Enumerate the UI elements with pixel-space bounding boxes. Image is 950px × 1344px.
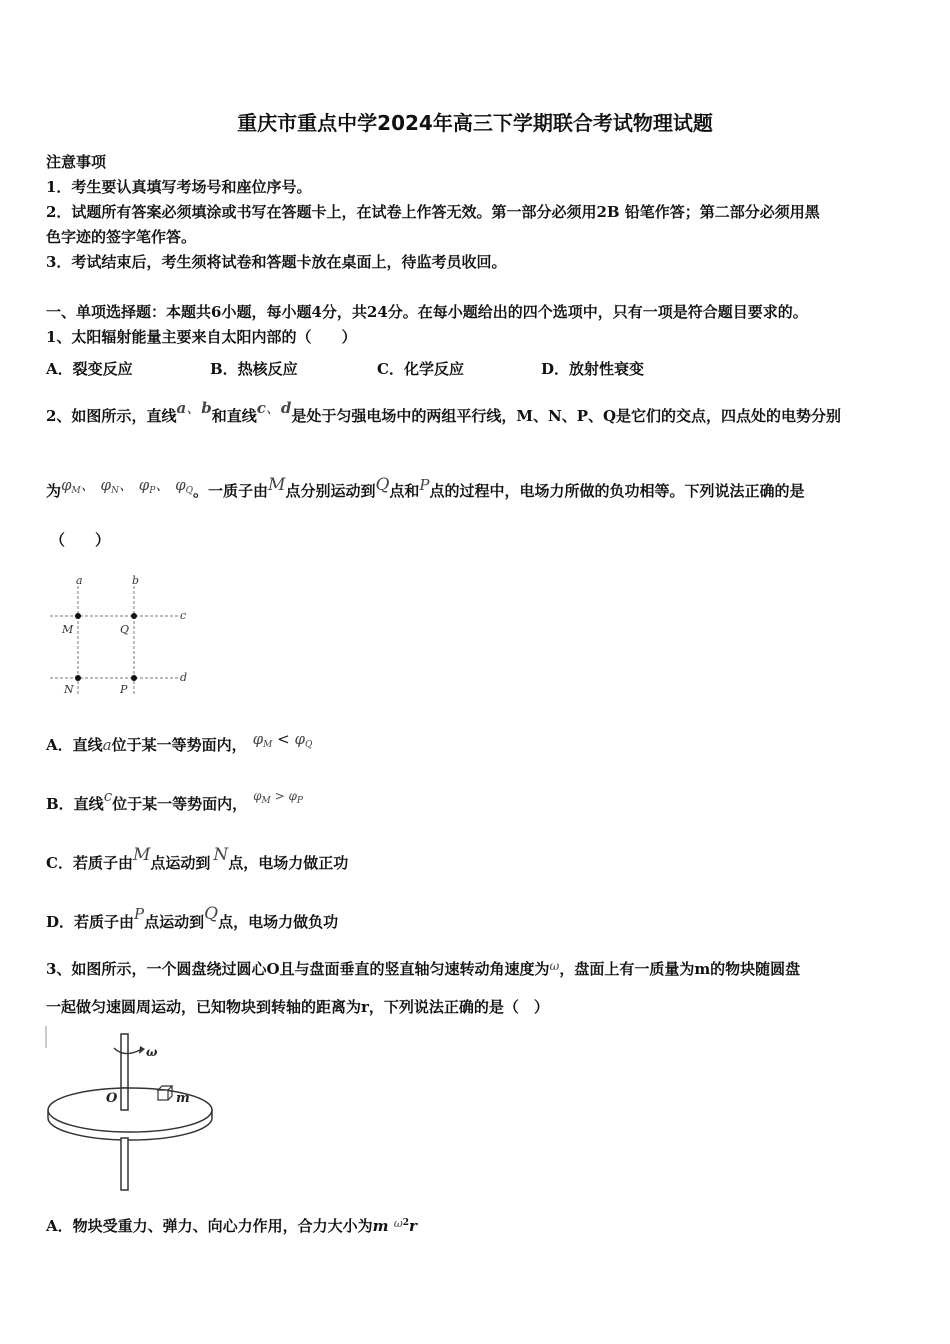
omega-label: ω [146, 1045, 158, 1059]
axle-top-segment [121, 1088, 128, 1110]
mass-block [158, 1090, 168, 1100]
q1-option-b: B．热核反应 [210, 360, 298, 378]
q1-stem: 1、太阳辐射能量主要来自太阳内部的（ ） [46, 328, 357, 346]
q2-option-a: A．直线a位于某一等势面内， $\varphi_M < \varphi_Q$ [46, 730, 313, 754]
label-q: Q [120, 623, 130, 636]
label-a: a [76, 574, 83, 587]
q2-option-b: B．直线c位于某一等势面内， $^{\varphi_M > \varphi_P}$ [46, 787, 303, 813]
q3-stem-line1: 3、如图所示，一个圆盘绕过圆心O且与盘面垂直的竖直轴匀速转动角速度为$^\omega$，盘面上有一质量为m的物块随圆盘 [46, 959, 801, 978]
label-d: d [180, 671, 188, 684]
notice-item-3: 3．考试结束后，考生须将试卷和答题卡放在桌面上，待监考员收回。 [46, 253, 507, 271]
q1-option-a: A．裂变反应 [46, 360, 133, 378]
upper-axle [121, 1034, 128, 1094]
page-title: 重庆市重点中学2024年高三下学期联合考试物理试题 [237, 111, 713, 135]
notice-item-2: 2．试题所有答案必须填涂或书写在答题卡上，在试卷上作答无效。第一部分必须用2B 铅笔作答；第二部分必须用黑 [46, 203, 820, 221]
q2-grid-figure [46, 572, 206, 702]
notice-item-2-cont: 色字迹的签字笔作答。 [46, 228, 197, 246]
q3-option-a: A．物块受重力、弹力、向心力作用，合力大小为m $^{\omega 2}$r [46, 1217, 417, 1235]
q3-stem-line2: 一起做匀速圆周运动，已知物块到转轴的距离为r，下列说法正确的是（ ） [46, 998, 549, 1016]
q2-option-c: C．若质子由M点运动到 N点，电场力做正功 [46, 845, 349, 872]
point-m [75, 613, 81, 619]
label-b: b [132, 574, 140, 587]
point-n [75, 675, 81, 681]
point-p [131, 675, 137, 681]
notice-heading: 注意事项 [46, 153, 107, 171]
label-c: c [180, 609, 187, 622]
notice-item-1: 1．考生要认真填写考场号和座位序号。 [46, 178, 312, 196]
center-label: O [106, 1091, 118, 1106]
q3-disk-figure [44, 1026, 216, 1194]
q2-option-d: D．若质子由P点运动到Q点，电场力做负功 [46, 904, 339, 931]
section-heading: 一、单项选择题：本题共6小题，每小题4分，共24分。在每小题给出的四个选项中，只有一项是符合题目要求的。 [46, 303, 808, 321]
q1-option-c: C．化学反应 [377, 360, 464, 378]
mass-label: m [176, 1091, 190, 1106]
q2-stem-line2: 为$\varphi_M$、 $\varphi_N$、 $\varphi_P$、 $\varphi_Q$。一质子由M点分别运动到Q点和P点的过程中，电场力所做的负功相等。下列说法正确的是 [46, 475, 805, 500]
lower-axle [121, 1138, 128, 1190]
label-n: N [64, 683, 74, 696]
q2-stem-line1: 2、如图所示，直线a、b和直线c、d是处于匀强电场中的两组平行线，M、N、P、Q是它们的交点，四点处的电势分别 [46, 399, 842, 425]
q2-paren: （ ） [50, 531, 111, 549]
label-p: P [120, 683, 128, 696]
point-q [131, 613, 137, 619]
rotation-arrowhead [139, 1046, 145, 1054]
q1-option-d: D．放射性衰变 [541, 360, 645, 378]
label-m: M [62, 623, 74, 636]
